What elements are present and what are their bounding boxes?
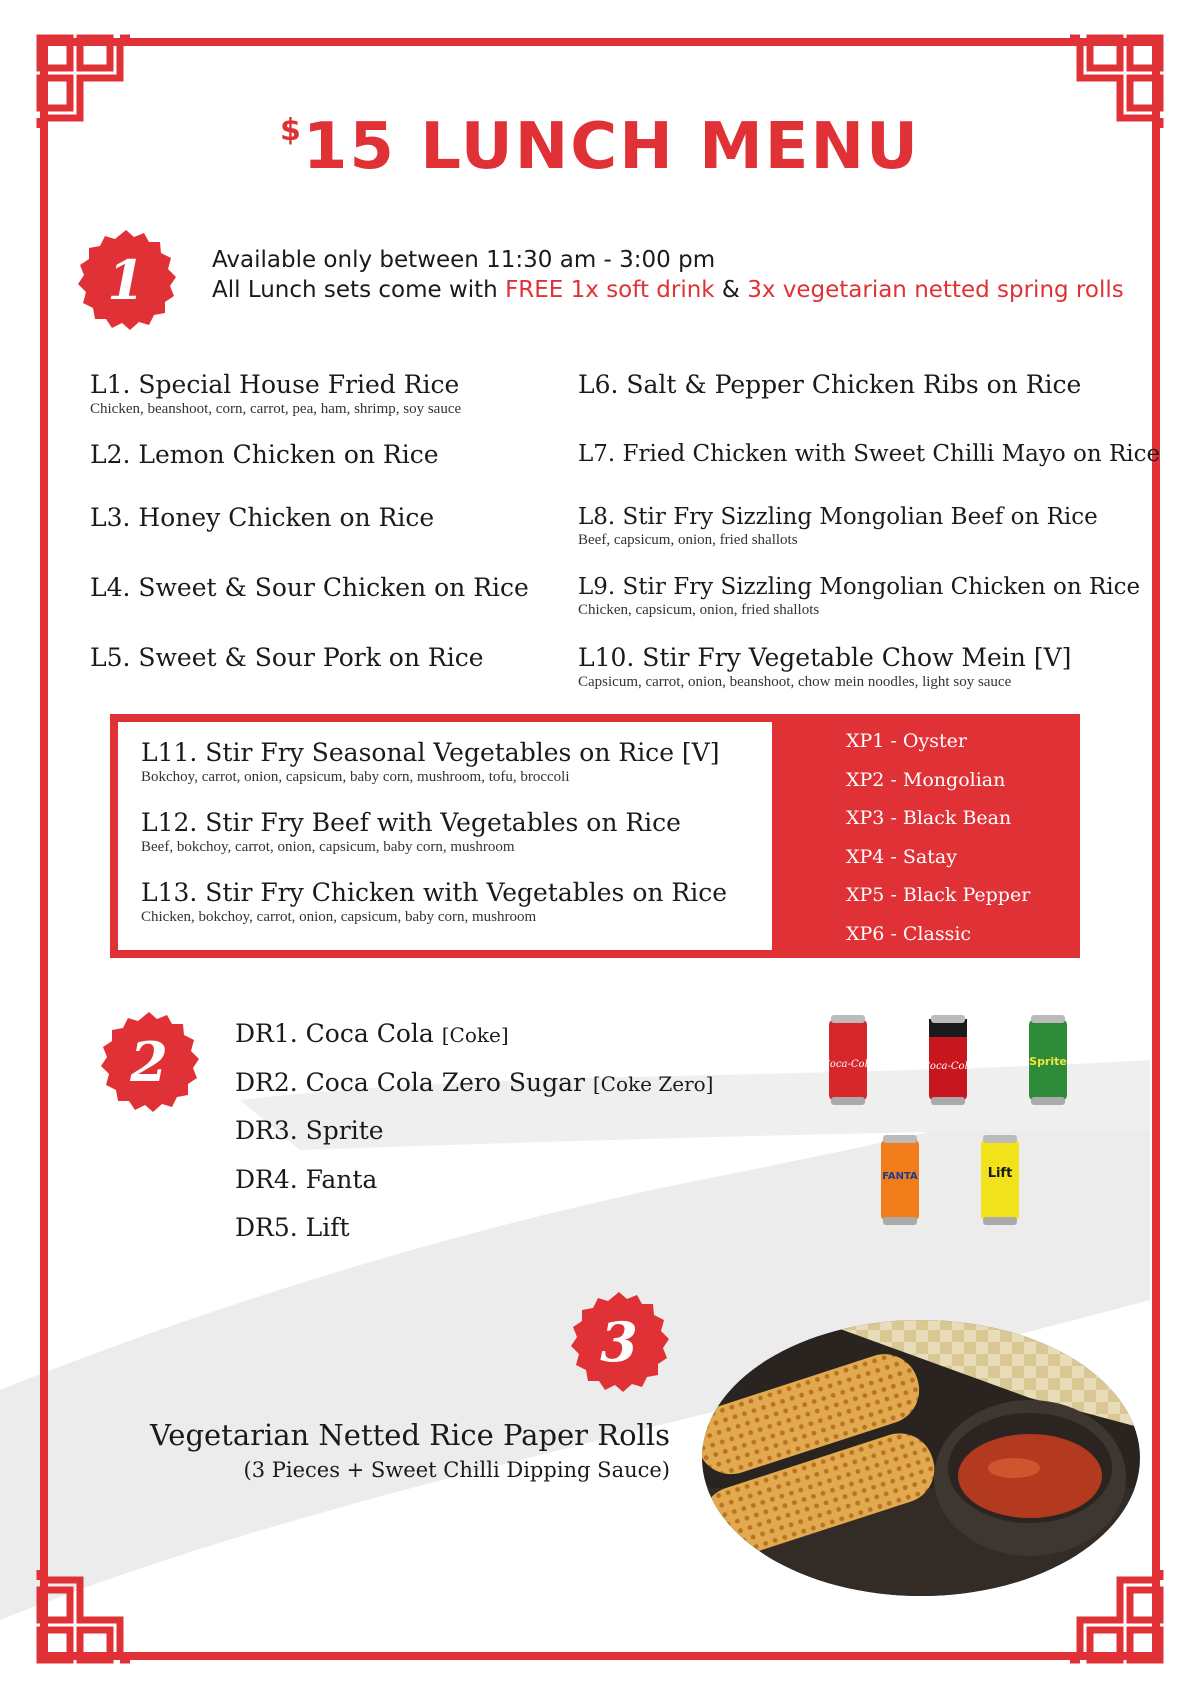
corner-ornament bbox=[36, 1569, 131, 1664]
availability-hours: Available only between 11:30 am - 3:00 pm bbox=[212, 247, 716, 273]
menu-title bbox=[0, 110, 1200, 184]
menu-item-l3 bbox=[90, 503, 434, 532]
sauce-option: XP4 - Satay bbox=[846, 845, 957, 868]
sauce-option: XP2 - Mongolian bbox=[846, 768, 1006, 791]
item-name: L1. Special House Fried Rice bbox=[90, 370, 460, 399]
menu-item-l7 bbox=[578, 441, 1160, 467]
spring-rolls-photo bbox=[700, 1318, 1142, 1598]
step-badge-2 bbox=[97, 1010, 201, 1114]
drink-name: DR3. Sprite bbox=[235, 1116, 384, 1145]
drink-name: DR2. Coca Cola Zero Sugar bbox=[235, 1067, 593, 1097]
coke-can-image bbox=[822, 1015, 874, 1105]
inclusion-prefix: All Lunch sets come with bbox=[212, 277, 506, 303]
drink-item bbox=[235, 1010, 713, 1059]
lunch-set-inclusions bbox=[212, 275, 1124, 305]
title-text: 15 LUNCH MENU bbox=[302, 110, 920, 184]
drink-item bbox=[235, 1204, 713, 1253]
menu-item-l11 bbox=[141, 738, 720, 786]
drink-alias: [Coke Zero] bbox=[592, 1071, 714, 1096]
menu-item-l10 bbox=[578, 643, 1071, 691]
can-label: Lift bbox=[987, 1166, 1013, 1181]
drink-item bbox=[235, 1156, 713, 1205]
menu-item-l5 bbox=[90, 643, 484, 672]
item-description: Capsicum, carrot, onion, beanshoot, chow mein noodles, light soy sauce bbox=[578, 674, 1012, 690]
sauce-option: XP1 - Oyster bbox=[846, 730, 967, 752]
item-description: Beef, capsicum, onion, fried shallots bbox=[578, 532, 798, 548]
drink-item bbox=[235, 1107, 713, 1156]
sprite-can-image bbox=[1026, 1015, 1070, 1105]
badge-number: 1 bbox=[107, 248, 145, 312]
menu-item-l1 bbox=[90, 370, 461, 418]
fanta-can-image bbox=[878, 1135, 922, 1225]
item-description: Chicken, bokchoy, carrot, onion, capsicum, baby corn, mushroom bbox=[141, 909, 537, 925]
item-description: Beef, bokchoy, carrot, onion, capsicum, baby corn, mushroom bbox=[141, 839, 515, 855]
spring-rolls-subtitle: (3 Pieces + Sweet Chilli Dipping Sauce) bbox=[243, 1458, 670, 1482]
item-description: Bokchoy, carrot, onion, capsicum, baby corn, mushroom, tofu, broccoli bbox=[141, 769, 570, 785]
availability-info bbox=[212, 245, 1124, 305]
drinks-list bbox=[235, 1010, 713, 1253]
free-drink-text: FREE 1x soft drink bbox=[505, 277, 715, 303]
item-name: L3. Honey Chicken on Rice bbox=[90, 503, 435, 532]
spring-rolls-title: Vegetarian Netted Rice Paper Rolls bbox=[150, 1418, 670, 1452]
item-name: L10. Stir Fry Vegetable Chow Mein [V] bbox=[578, 643, 1072, 672]
drink-alias: [Coke] bbox=[441, 1023, 509, 1047]
item-name: L11. Stir Fry Seasonal Vegetables on Rice [V] bbox=[141, 738, 720, 767]
drink-name: DR5. Lift bbox=[235, 1213, 350, 1242]
item-name: L12. Stir Fry Beef with Vegetables on Rice bbox=[141, 808, 681, 837]
item-name: L13. Stir Fry Chicken with Vegetables on Rice bbox=[141, 878, 728, 907]
item-description: Chicken, capsicum, onion, fried shallots bbox=[578, 602, 820, 618]
drink-item bbox=[235, 1059, 713, 1108]
can-label: Coca-Cola bbox=[922, 1061, 974, 1072]
menu-item-l13 bbox=[141, 878, 727, 926]
item-name: L9. Stir Fry Sizzling Mongolian Chicken on Rice bbox=[578, 574, 1141, 600]
badge-number: 3 bbox=[600, 1310, 638, 1374]
menu-item-l4 bbox=[90, 573, 529, 602]
can-label: Sprite bbox=[1029, 1055, 1067, 1068]
lift-can-image bbox=[978, 1135, 1022, 1225]
drink-name: DR4. Fanta bbox=[235, 1164, 378, 1194]
item-name: L5. Sweet & Sour Pork on Rice bbox=[90, 643, 484, 672]
step-badge-1 bbox=[74, 228, 178, 332]
title-dollar: $ bbox=[280, 113, 303, 148]
item-name: L6. Salt & Pepper Chicken Ribs on Rice bbox=[578, 370, 1082, 399]
can-label: Coca-Cola bbox=[822, 1059, 874, 1070]
item-name: L8. Stir Fry Sizzling Mongolian Beef on Rice bbox=[578, 504, 1098, 530]
sauce-option: XP6 - Classic bbox=[846, 922, 972, 945]
step-badge-3 bbox=[567, 1290, 671, 1394]
can-label: FANTA bbox=[882, 1171, 918, 1182]
coke-zero-can-image bbox=[922, 1015, 974, 1105]
item-name: L4. Sweet & Sour Chicken on Rice bbox=[90, 573, 529, 602]
menu-item-l12 bbox=[141, 808, 681, 856]
drink-name: DR1. Coca Cola bbox=[235, 1019, 442, 1048]
sauce-options bbox=[846, 722, 1030, 954]
item-description: Chicken, beanshoot, corn, carrot, pea, ham, shrimp, soy sauce bbox=[90, 401, 462, 417]
sauce-option: XP5 - Black Pepper bbox=[846, 884, 1031, 907]
badge-number: 2 bbox=[130, 1030, 168, 1094]
menu-item-l8 bbox=[578, 504, 1098, 549]
item-name: L7. Fried Chicken with Sweet Chilli Mayo on Rice bbox=[578, 441, 1161, 467]
spring-rolls-text: 3x vegetarian netted spring rolls bbox=[747, 277, 1124, 303]
inclusion-amp: & bbox=[714, 277, 748, 303]
menu-item-l2 bbox=[90, 440, 439, 469]
item-name: L2. Lemon Chicken on Rice bbox=[90, 440, 439, 469]
menu-item-l9 bbox=[578, 574, 1140, 619]
sauce-option: XP3 - Black Bean bbox=[846, 807, 1012, 830]
menu-item-l6 bbox=[578, 370, 1081, 399]
